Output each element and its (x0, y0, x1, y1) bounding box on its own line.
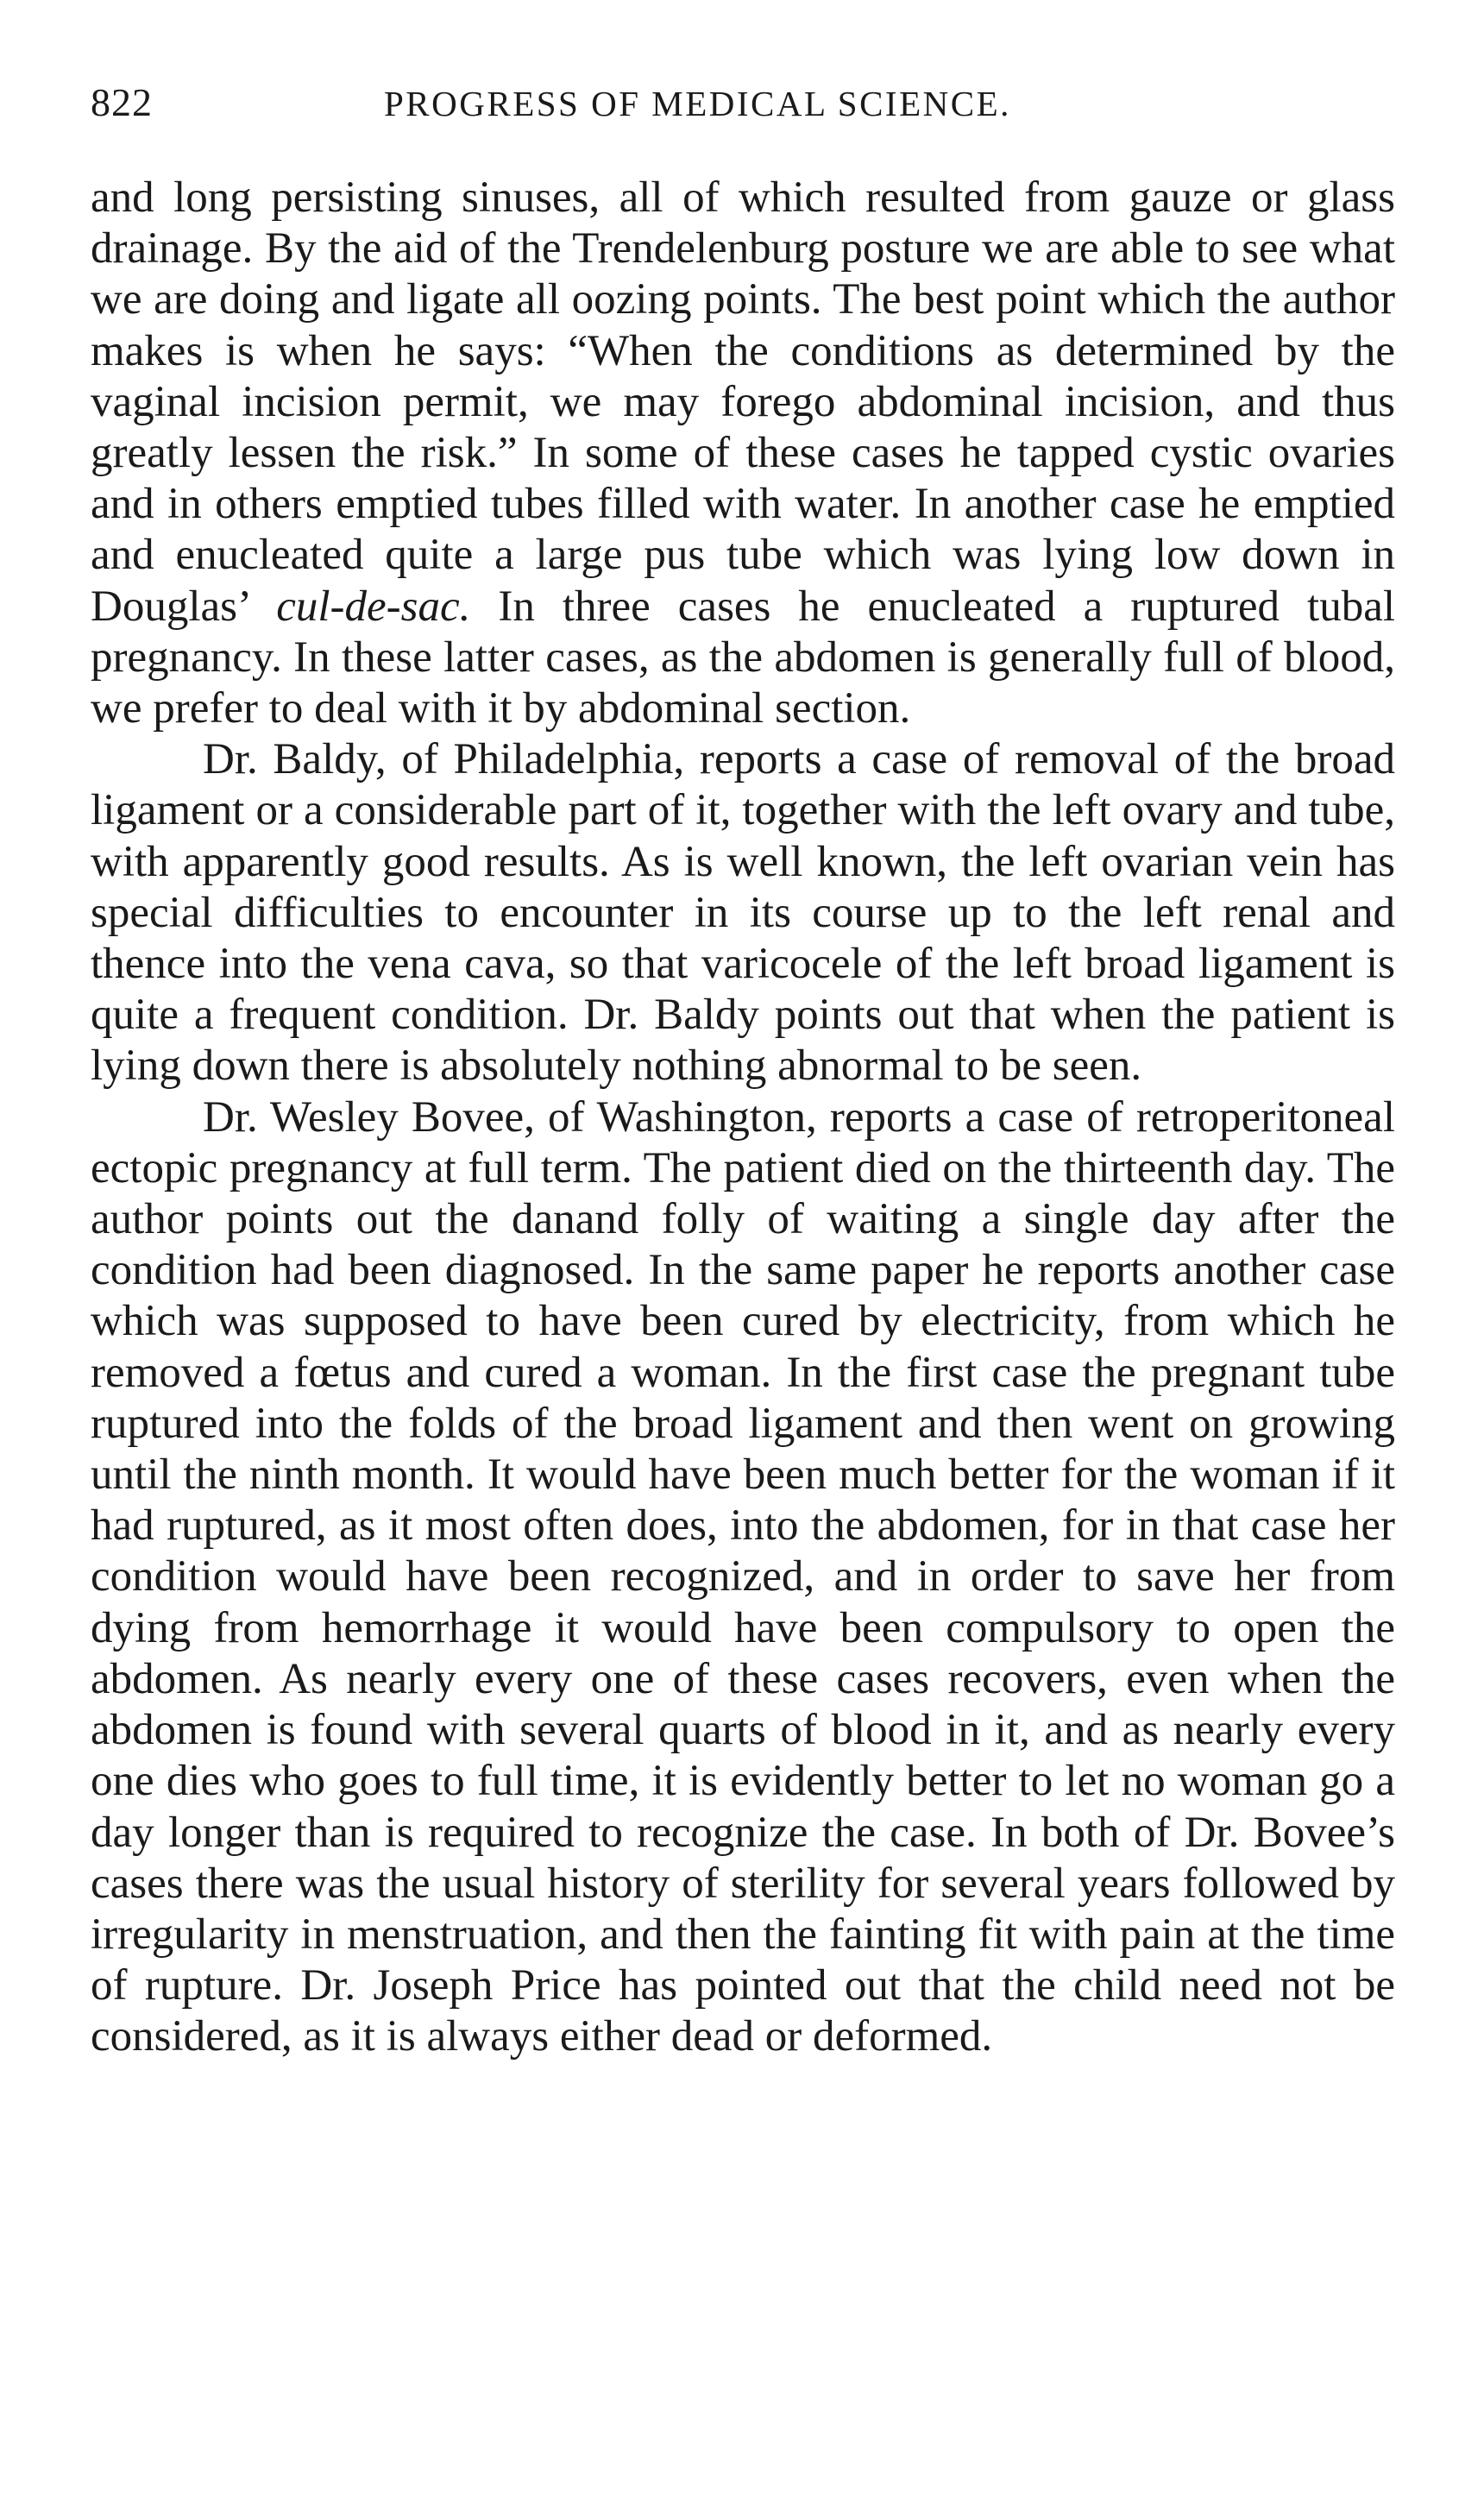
running-title: PROGRESS OF MEDICAL SCIENCE. (384, 84, 1011, 123)
paragraph-bovee: Dr. Wesley Bovee, of Washington, reports a case of retroperitoneal ectopic pregnancy at full term. The patient died on the thirteenth day. The author points out the danand folly of waiting a single day after the condition had been diagnosed. In the same paper he reports another case which was supposed to have been cured by electricity, from which he removed a fœtus and cured a woman. In the first case the pregnant tube ruptured into the folds of the broad ligament and then went on growing until the ninth month. It would have been much better for the woman if it had ruptured, as it most often does, into the abdomen, for in that case her condition would have been recognized, and in order to save her from dying from hemorrhage it would have been compulsory to open the abdomen. As nearly every one of these cases recovers, even when the abdomen is found with several quarts of blood in it, and as nearly every one dies who goes to full time, it is evidently better to let no woman go a day longer than is required to recognize the case. In both of Dr. Bovee’s cases there was the usual history of sterility for several years followed by irregularity in menstruation, and then the fainting fit with pain at the time of rupture. Dr. Joseph Price has pointed out that the child need not be considered, as it is always either dead or deformed. (91, 1092, 1395, 2061)
paragraph-text: and long persisting sinuses, all of which resulted from gauze or glass drainage. By the aid of the Trendelenburg posture we are able to see what we are doing and ligate all oozing points. The best point which the author makes is when he says: “When the conditions as determined by the vaginal incision permit, we may forego abdominal incision, and thus greatly lessen the risk.” In some of these cases he tapped cystic ovaries and in others emptied tubes filled with water. In another case he emptied and enucleated quite a large pus tube which was lying low down in Douglas’ (91, 173, 1395, 631)
running-head (91, 79, 1402, 131)
paragraph-text: In three cases he enucleated a ruptured tubal pregnancy. In these latter cases, as the abdomen is generally full of blood, we prefer to deal with it by abdominal section. (91, 582, 1395, 733)
paragraph-baldy: Dr. Baldy, of Philadelphia, reports a case of removal of the broad ligament or a considerable part of it, together with the left ovary and tube, with apparently good results. As is well known, the left ovarian vein has special difficulties to encounter in its course up to the left renal and thence into the vena cava, so that varicocele of the left broad ligament is quite a frequent condition. Dr. Baldy points out that when the patient is lying down there is absolutely nothing abnormal to be seen. (91, 735, 1395, 1091)
body-text (91, 173, 1395, 2063)
italic-term: cul-de-sac. (276, 582, 471, 631)
paragraph-continued (91, 173, 1395, 734)
page-number: 822 (91, 80, 153, 124)
